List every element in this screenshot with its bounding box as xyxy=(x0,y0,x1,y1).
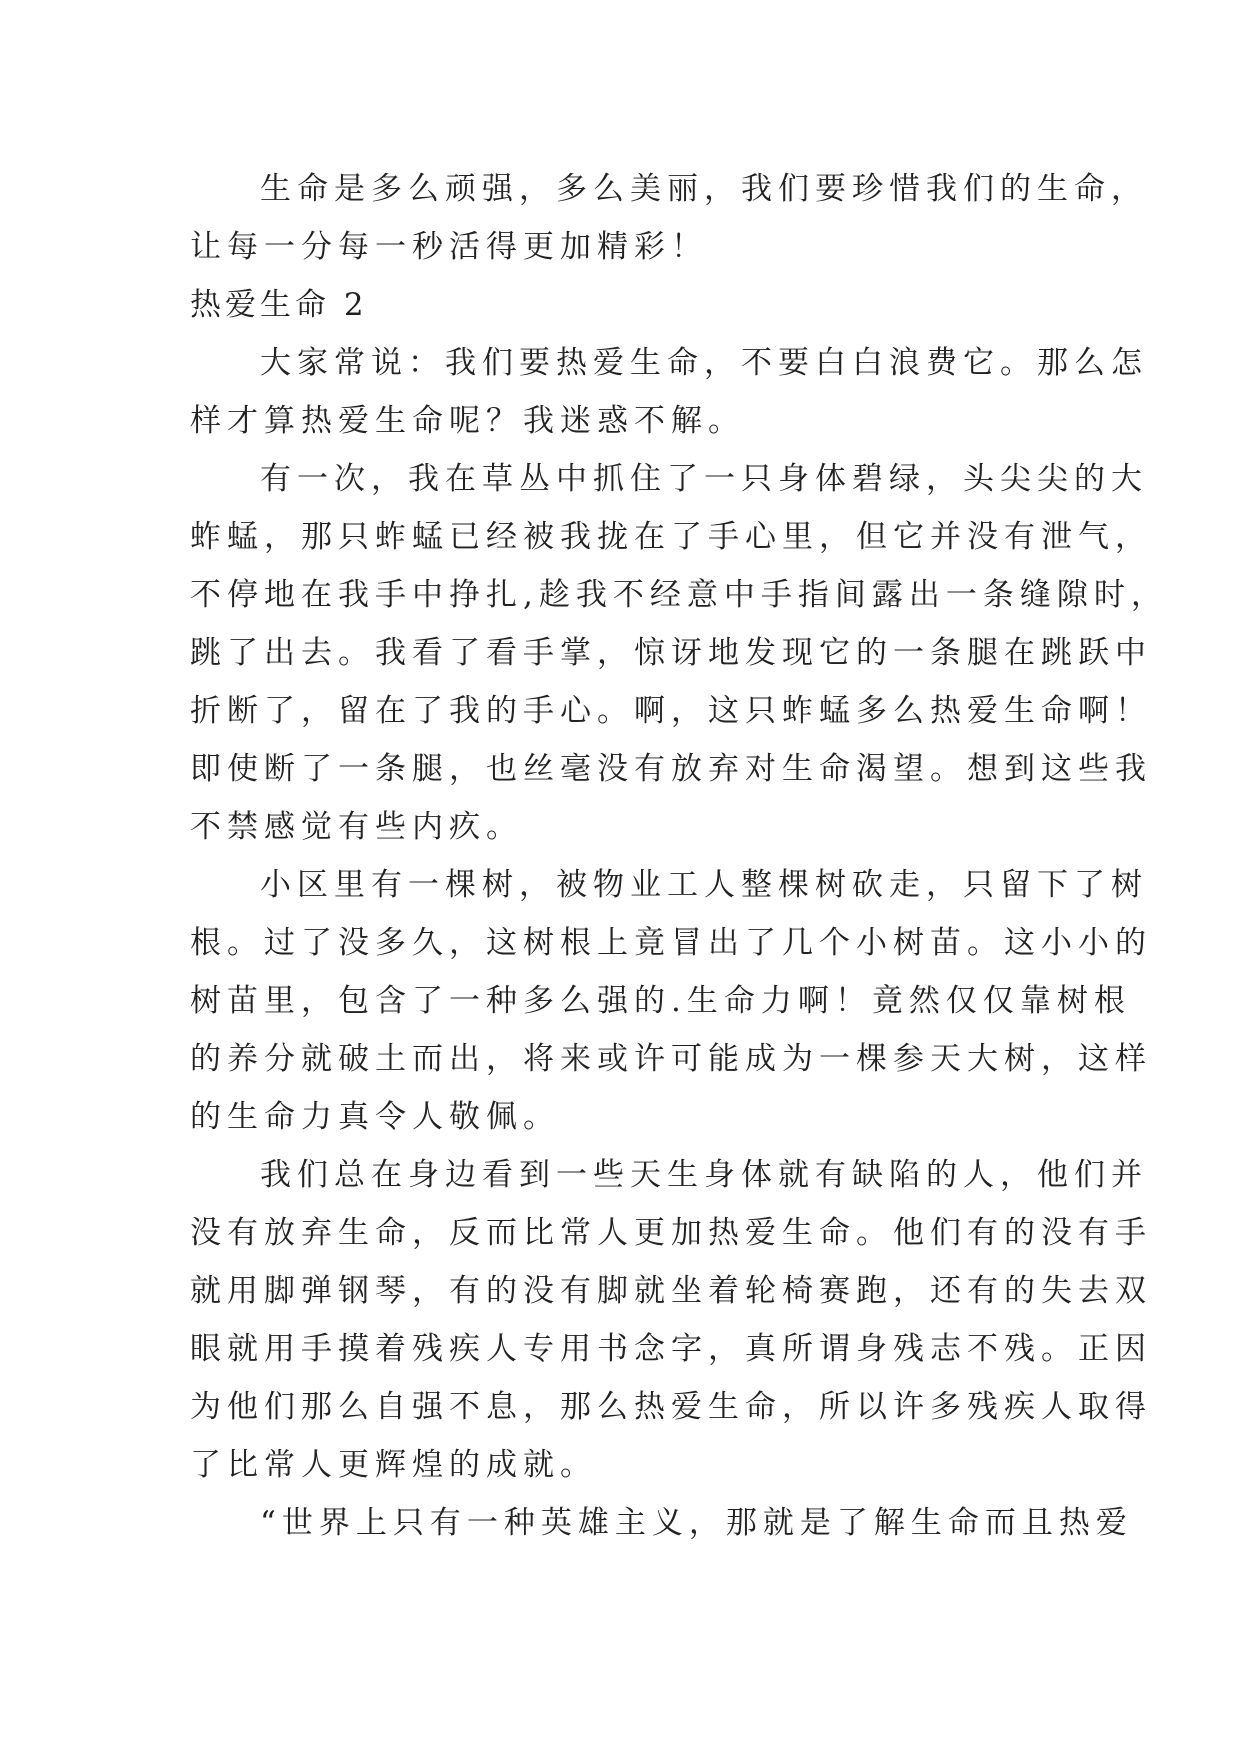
paragraph xyxy=(190,856,1152,1146)
text-line: 让每一分每一秒活得更加精彩！ xyxy=(190,229,708,265)
document-body xyxy=(190,160,1168,1552)
text-line: 跳了出去。我看了看手掌，惊讶地发现它的一条腿在跳跃中 xyxy=(190,635,1152,671)
text-line: 我们总在身边看到一些天生身体就有缺陷的人，他们并 xyxy=(260,1157,1148,1193)
text-line: 树苗里，包含了一种多么强的.生命力啊！竟然仅仅靠树根 xyxy=(190,983,1131,1019)
text-line: 不停地在我手中挣扎,趁我不经意中手指间露出一条缝隙时， xyxy=(190,577,1168,613)
section-heading xyxy=(190,276,1060,334)
text-line: 的养分就破土而出，将来或许可能成为一棵参天大树，这样 xyxy=(190,1041,1152,1077)
text-line: 不禁感觉有些内疚。 xyxy=(190,809,523,845)
text-line: 了比常人更辉煌的成就。 xyxy=(190,1447,597,1483)
text-line: 小区里有一棵树，被物业工人整棵树砍走，只留下了树 xyxy=(260,867,1148,903)
paragraph xyxy=(190,160,1148,276)
text-line: 折断了，留在了我的手心。啊，这只蚱蜢多么热爱生命啊！ xyxy=(190,693,1152,729)
text-line: 生命是多么顽强，多么美丽，我们要珍惜我们的生命， xyxy=(260,171,1148,207)
paragraph xyxy=(190,450,1168,856)
paragraph xyxy=(190,1146,1152,1494)
text-line: 有一次，我在草丛中抓住了一只身体碧绿，头尖尖的大 xyxy=(260,461,1148,497)
text-line: 为他们那么自强不息，那么热爱生命，所以许多残疾人取得 xyxy=(190,1389,1152,1425)
text-line: 蚱蜢，那只蚱蜢已经被我拢在了手心里，但它并没有泄气， xyxy=(190,519,1152,555)
text-line: 的生命力真令人敬佩。 xyxy=(190,1099,560,1135)
text-line: 没有放弃生命，反而比常人更加热爱生命。他们有的没有手 xyxy=(190,1215,1152,1251)
paragraph xyxy=(190,1494,1133,1552)
text-line: 根。过了没多久，这树根上竟冒出了几个小树苗。这小小的 xyxy=(190,925,1152,961)
text-line: 眼就用手摸着残疾人专用书念字，真所谓身残志不残。正因 xyxy=(190,1331,1152,1367)
heading-text: 热爱生命 2 xyxy=(190,287,368,323)
paragraph xyxy=(190,334,1148,450)
text-line: 即使断了一条腿，也丝毫没有放弃对生命渴望。想到这些我 xyxy=(190,751,1152,787)
text-line: “世界上只有一种英雄主义，那就是了解生命而且热爱 xyxy=(260,1505,1133,1541)
text-line: 大家常说：我们要热爱生命，不要白白浪费它。那么怎 xyxy=(260,345,1148,381)
text-line: 就用脚弹钢琴，有的没有脚就坐着轮椅赛跑，还有的失去双 xyxy=(190,1273,1152,1309)
text-line: 样才算热爱生命呢？我迷惑不解。 xyxy=(190,403,745,439)
